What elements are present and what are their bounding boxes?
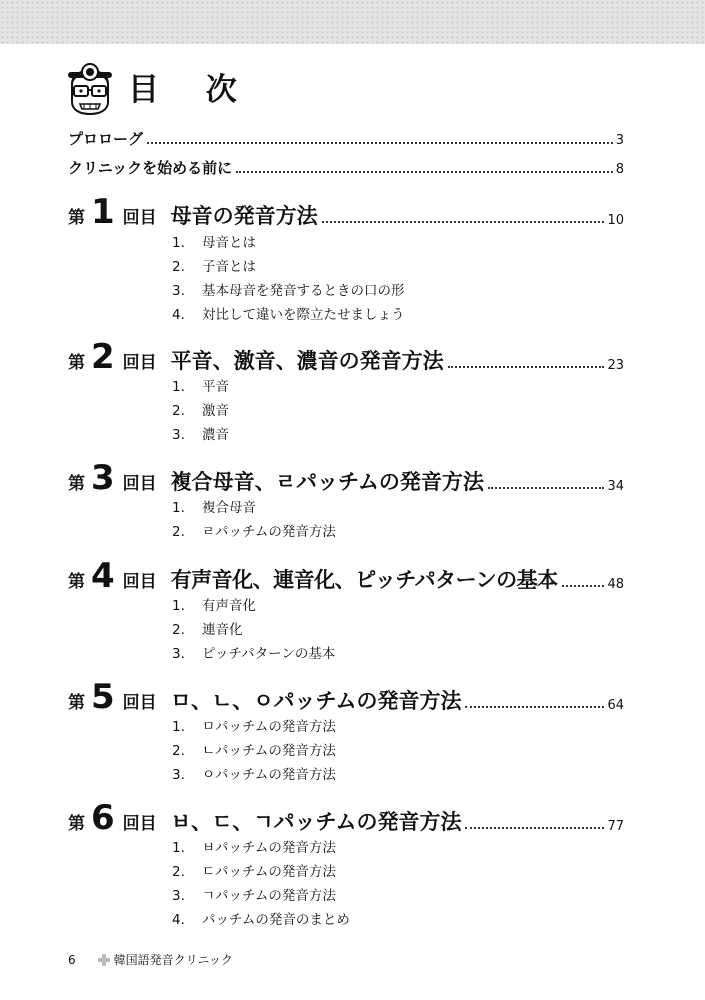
section-item[interactable]	[172, 255, 405, 279]
toc-page-number: 10	[607, 213, 624, 228]
chapter-suffix: 回目	[122, 572, 157, 592]
section-number: 1.	[172, 235, 185, 251]
section-item[interactable]	[172, 279, 405, 303]
section-label: 母音とは	[202, 235, 256, 251]
chapter-suffix: 回目	[122, 693, 157, 713]
chapter-5-heading[interactable]	[68, 677, 624, 717]
section-label: ㅂパッチムの発音方法	[202, 840, 336, 856]
chapter-prefix: 第	[68, 353, 85, 373]
section-item[interactable]	[172, 860, 350, 884]
section-label: パッチムの発音のまとめ	[202, 912, 350, 928]
toc-page-number: 48	[607, 577, 624, 592]
footer-page-number: 6	[68, 952, 76, 967]
section-number: 2.	[172, 622, 185, 638]
section-number: 2.	[172, 743, 185, 759]
section-number: 3.	[172, 888, 185, 904]
section-item[interactable]	[172, 642, 335, 666]
chapter-6-heading[interactable]	[68, 798, 624, 838]
section-item[interactable]	[172, 231, 405, 255]
section-label: 激音	[202, 403, 229, 419]
section-label: 対比して違いを際立たせましょう	[202, 307, 405, 323]
chapter-2-sections	[172, 375, 229, 447]
section-label: ㄴパッチムの発音方法	[202, 743, 336, 759]
section-label: 基本母音を発音するときの口の形	[202, 283, 405, 299]
chapter-number: 6	[91, 798, 115, 838]
section-item[interactable]	[172, 715, 336, 739]
section-label: 連音化	[202, 622, 243, 638]
section-number: 2.	[172, 864, 185, 880]
section-item[interactable]	[172, 520, 336, 544]
dot-leader	[465, 827, 604, 829]
chapter-suffix: 回目	[122, 353, 157, 373]
section-label: 有声音化	[202, 598, 256, 614]
chapter-title: 有声音化、連音化、ピッチパターンの基本	[170, 568, 558, 592]
chapter-title: 母音の発音方法	[170, 204, 318, 228]
chapter-suffix: 回目	[122, 474, 157, 494]
chapter-title: 複合母音、ㄹパッチムの発音方法	[170, 470, 484, 494]
toc-page-number: 64	[607, 698, 624, 713]
chapter-title: ㅁ、ㄴ、ㅇパッチムの発音方法	[170, 689, 462, 713]
section-number: 4.	[172, 912, 185, 928]
dot-leader	[236, 171, 613, 173]
dot-leader	[562, 585, 605, 587]
chapter-prefix: 第	[68, 474, 85, 494]
dot-leader	[488, 487, 605, 489]
section-item[interactable]	[172, 423, 229, 447]
section-number: 3.	[172, 283, 185, 299]
chapter-1-sections	[172, 231, 405, 327]
chapter-prefix: 第	[68, 572, 85, 592]
page-footer	[68, 951, 233, 968]
section-item[interactable]	[172, 594, 335, 618]
section-item[interactable]	[172, 375, 229, 399]
section-number: 1.	[172, 840, 185, 856]
section-item[interactable]	[172, 496, 336, 520]
title-area	[62, 58, 362, 118]
section-item[interactable]	[172, 763, 336, 787]
section-number: 2.	[172, 524, 185, 540]
toc-entry-prologue[interactable]	[68, 127, 624, 149]
footer-book-title: 韓国語発音クリニック	[113, 953, 233, 967]
section-label: 子音とは	[202, 259, 256, 275]
toc-page-number: 23	[607, 358, 624, 373]
section-item[interactable]	[172, 908, 350, 932]
top-band	[0, 0, 705, 44]
chapter-number: 1	[91, 192, 115, 232]
chapter-number: 5	[91, 677, 115, 717]
chapter-4-heading[interactable]	[68, 556, 624, 596]
dot-leader	[448, 366, 605, 368]
section-number: 1.	[172, 719, 185, 735]
section-number: 4.	[172, 307, 185, 323]
page-title: 目 次	[128, 72, 255, 108]
toc-page-number: 3	[615, 133, 624, 148]
chapter-title: ㅂ、ㄷ、ㄱパッチムの発音方法	[170, 810, 462, 834]
section-label: ㅇパッチムの発音方法	[202, 767, 336, 783]
section-item[interactable]	[172, 303, 405, 327]
section-label: 濃音	[202, 427, 229, 443]
section-item[interactable]	[172, 884, 350, 908]
chapter-prefix: 第	[68, 208, 85, 228]
chapter-title: 平音、激音、濃音の発音方法	[170, 349, 444, 373]
chapter-prefix: 第	[68, 814, 85, 834]
section-number: 1.	[172, 500, 185, 516]
toc-page-number: 34	[607, 479, 624, 494]
toc-page-number: 77	[607, 819, 624, 834]
section-number: 1.	[172, 598, 185, 614]
section-label: ㄱパッチムの発音方法	[202, 888, 336, 904]
section-label: ピッチパターンの基本	[202, 646, 336, 662]
section-label: ㄹパッチムの発音方法	[202, 524, 336, 540]
chapter-3-sections	[172, 496, 336, 544]
toc-entry-before-clinic[interactable]	[68, 156, 624, 178]
plus-icon	[98, 954, 110, 966]
section-label: ㅁパッチムの発音方法	[202, 719, 336, 735]
dot-leader	[322, 221, 605, 223]
section-number: 2.	[172, 403, 185, 419]
chapter-number: 4	[91, 556, 115, 596]
toc-entry-label: プロローグ	[68, 130, 144, 148]
section-number: 3.	[172, 427, 185, 443]
section-label: 平音	[202, 379, 229, 395]
section-number: 1.	[172, 379, 185, 395]
dot-leader	[465, 706, 604, 708]
section-item[interactable]	[172, 399, 229, 423]
chapter-2-heading[interactable]	[68, 337, 624, 377]
chapter-prefix: 第	[68, 693, 85, 713]
doctor-face-icon	[62, 58, 118, 116]
section-item[interactable]	[172, 836, 350, 860]
chapter-6-sections	[172, 836, 350, 932]
section-number: 2.	[172, 259, 185, 275]
toc-page-number: 8	[615, 162, 624, 177]
chapter-1-heading[interactable]	[68, 192, 624, 232]
chapter-5-sections	[172, 715, 336, 787]
chapter-number: 3	[91, 458, 115, 498]
section-label: 複合母音	[202, 500, 256, 516]
section-label: ㄷパッチムの発音方法	[202, 864, 336, 880]
section-number: 3.	[172, 646, 185, 662]
chapter-number: 2	[91, 337, 115, 377]
toc-entry-label: クリニックを始める前に	[68, 159, 233, 177]
dot-leader	[147, 142, 613, 144]
section-item[interactable]	[172, 618, 335, 642]
section-number: 3.	[172, 767, 185, 783]
chapter-4-sections	[172, 594, 335, 666]
section-item[interactable]	[172, 739, 336, 763]
chapter-3-heading[interactable]	[68, 458, 624, 498]
chapter-suffix: 回目	[122, 814, 157, 834]
chapter-suffix: 回目	[122, 208, 157, 228]
